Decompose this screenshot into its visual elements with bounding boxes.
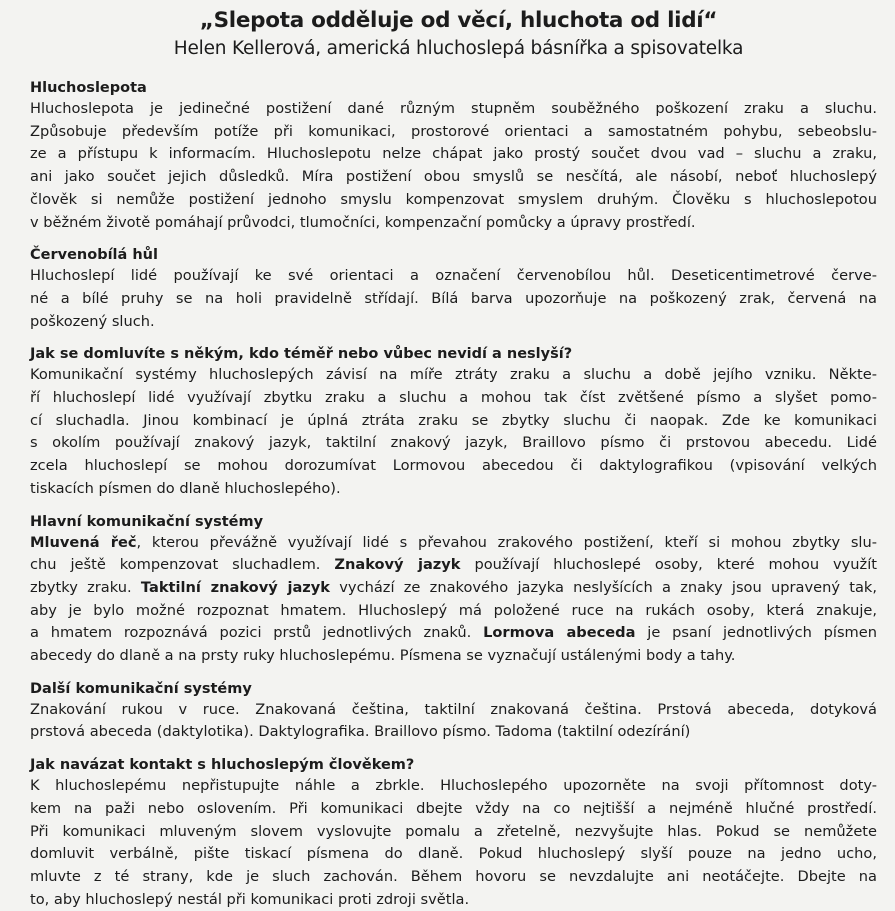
paragraph-line: ani jako součet jejich důsledků. Míra postižení obou smyslů se nesčítá, ale násobí, neboť hluchoslepý	[30, 168, 877, 186]
section-heading: Červenobílá hůl	[30, 247, 158, 264]
paragraph-line: Hluchoslepí lidé používají ke své orientaci a označení červenobílou hůl. Deseticentimetrové červe-	[30, 267, 877, 285]
header	[30, 6, 887, 62]
paragraph-line: prstová abeceda (daktylotika). Daktylografika. Braillovo písmo. Tadoma (taktilní odezírání)	[30, 723, 691, 741]
paragraph-line: Způsobuje především potíže při komunikaci, prostorové orientaci a samostatném pohybu, sebeobslu-	[30, 122, 877, 140]
rich-line: chu ještě kompenzovat sluchadlem. Znakový jazyk používají hluchoslepé osoby, které mohou využít	[30, 556, 877, 574]
section-heading: Jak navázat kontakt s hluchoslepým člověkem?	[30, 757, 415, 774]
paragraph-line: tiskacích písmen do dlaně hluchoslepého).	[30, 479, 341, 497]
paragraph-line: mluvte z té strany, kde je sluch zachován. Během hovoru se nevzdalujte ani neotáčejte. Dbejte na	[30, 867, 877, 885]
section-heading: Hlavní komunikační systémy	[30, 513, 264, 530]
section-jak-se-domluvite	[30, 344, 877, 500]
section-heading: Další komunikační systémy	[30, 680, 252, 697]
bold-term: Znakový jazyk	[334, 556, 461, 574]
paragraph-line: cí sluchadla. Jinou kombinací je úplná ztráta zraku se zbytky sluchu či naopak. Zde ke komunikaci	[30, 411, 877, 429]
paragraph-line: s okolím používají znakový jazyk, taktilní znakový jazyk, Braillovo písmo či prstovou abecedu. Lidé	[30, 434, 877, 452]
paragraph-line: to, aby hluchoslepý nestál při komunikaci proti zdroji světla.	[30, 890, 470, 908]
paragraph-line: Znakování rukou v ruce. Znakovaná čeština, taktilní znakovaná čeština. Prstová abeceda, dotyková	[30, 700, 877, 718]
paragraph-line: kem na paži nebo oslovením. Při komunikaci dbejte vždy na co nejtišší a nejméně hlučné prostředí.	[30, 799, 877, 817]
paragraph-line: Hluchoslepota je jedinečné postižení dané různým stupněm souběžného poškození zraku a sluchu.	[30, 100, 877, 117]
paragraph-line: né a bílé pruhy se na holi pravidelně střídají. Bílá barva upozorňuje na poškozený zrak, červená na	[30, 289, 877, 307]
section-heading: Jak se domluvíte s někým, kdo téměř nebo vůbec nevidí a neslyší?	[30, 346, 573, 363]
bold-term: Mluvená řeč	[30, 533, 137, 551]
section-cervenobila-hul	[30, 245, 877, 333]
quote-attribution: Helen Kellerová, americká hluchoslepá básnířka a spisovatelka	[173, 38, 744, 59]
paragraph-line: domluvit verbálně, pište tiskací písmena do dlaně. Pokud hluchoslepý slyší pouze na jedno ucho,	[30, 845, 877, 863]
section-hluchoslepota	[30, 78, 877, 234]
paragraph-line: v běžném životě pomáhají průvodci, tlumočníci, kompenzační pomůcky a úpravy prostředí.	[30, 213, 696, 231]
bold-term: Lormova abeceda	[483, 624, 636, 642]
paragraph-line: Komunikační systémy hluchoslepých závisí na míře ztráty zraku a sluchu a době jejího vzniku. Někte-	[30, 366, 877, 384]
paragraph-line: ří hluchoslepí lidé využívají zbytku zraku a sluchu a mohou tak číst zvětšené písmo a slyšet pomo-	[30, 389, 877, 407]
section-jak-navazat-kontakt	[30, 755, 877, 911]
section-hlavni-komunikacni-systemy	[30, 512, 877, 668]
rich-line: abecedy do dlaně a na prsty ruky hluchoslepému. Písmena se vyznačují ustálenými body a tahy.	[30, 647, 736, 665]
quote-title: „Slepota odděluje od věcí, hluchota od lidí“	[199, 8, 718, 33]
paragraph-line: ze a přístupu k informacím. Hluchoslepotu nelze chápat jako prostý součet dvou vad – sluchu a zraku,	[30, 145, 877, 163]
paragraph-line: K hluchoslepému nepřistupujte náhle a zbrkle. Hluchoslepého upozorněte na svoji přítomnost doty-	[30, 777, 877, 795]
paragraph-line: člověk si nemůže postižení jednoho smyslu kompenzovat smyslem druhým. Člověku s hluchoslepotou	[30, 190, 877, 208]
paragraph-line: zcela hluchoslepí se mohou dorozumívat Lormovou abecedou či daktylografikou (vpisování velkých	[30, 457, 877, 475]
rich-line: aby je bylo možné rozpoznat hmatem. Hluchoslepý má položené ruce na rukách osoby, která znakuje,	[30, 601, 877, 619]
section-dalsi-komunikacni-systemy	[30, 679, 877, 744]
section-heading: Hluchoslepota	[30, 80, 147, 96]
rich-line: a hmatem rozpoznává pozici prstů jednotlivých znaků. Lormova abeceda je psaní jednotlivých písmen	[30, 624, 877, 642]
bold-term: Taktilní znakový jazyk	[140, 578, 331, 596]
rich-line: Mluvená řeč, kterou převážně využívají lidé s převahou zrakového postižení, kteří si mohou zbytky slu-	[30, 533, 878, 551]
rich-line: zbytky zraku. Taktilní znakový jazyk vychází ze znakového jazyka neslyšících a znaky jsou upravený tak,	[30, 578, 878, 596]
paragraph-line: poškozený sluch.	[30, 312, 155, 330]
paragraph-line: Při komunikaci mluveným slovem vyslovujte pomalu a zřetelně, nezvyšujte hlas. Pokud se nemůžete	[30, 822, 877, 840]
